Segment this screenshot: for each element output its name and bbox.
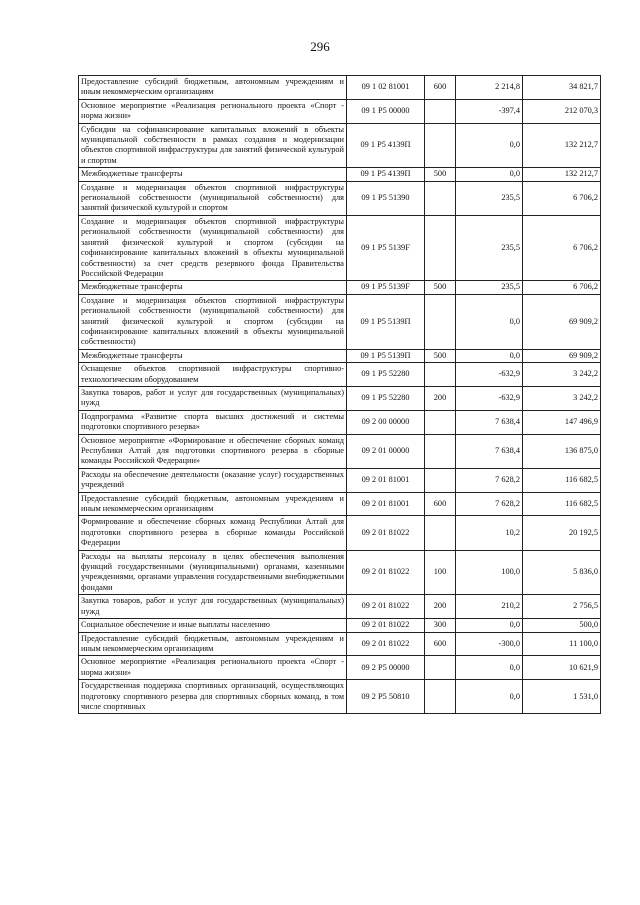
row-amount-total-cell: 212 070,3 (523, 99, 601, 123)
row-amount-change-cell: 7 638,4 (456, 434, 523, 468)
row-expense-type-cell: 600 (425, 76, 456, 100)
table-row (79, 168, 601, 181)
row-expense-type-cell (425, 516, 456, 550)
table-row (79, 181, 601, 215)
row-amount-total-cell: 69 909,2 (523, 349, 601, 362)
row-expense-type-cell (425, 434, 456, 468)
row-amount-change-cell: 100,0 (456, 550, 523, 595)
row-name-cell: Расходы на выплаты персоналу в целях обеспечения выполнения функций государственными (муниципальными) органами, казенными учреждениями, органами управления государственными внебюджетными фондами (79, 550, 347, 595)
row-amount-total-cell: 5 836,0 (523, 550, 601, 595)
table-row (79, 363, 601, 387)
row-expense-type-cell (425, 410, 456, 434)
row-name-cell: Государственная поддержка спортивных организаций, осуществляющих подготовку спортивного резерва для спортивных сборных команд, в том числе спортивных (79, 680, 347, 714)
row-expense-type-cell (425, 294, 456, 349)
row-amount-total-cell: 3 242,2 (523, 363, 601, 387)
row-amount-change-cell: 0,0 (456, 349, 523, 362)
table-row (79, 215, 601, 280)
row-amount-change-cell: 0,0 (456, 294, 523, 349)
row-name-cell: Создание и модернизация объектов спортивной инфраструктуры региональной собственности (муниципальной собственности) для занятий физической культурой и спортом (субсидии на софинансирование капитальных вложений в объекты муниципальной собственности) (79, 294, 347, 349)
row-amount-total-cell: 500,0 (523, 619, 601, 632)
row-amount-total-cell: 6 706,2 (523, 181, 601, 215)
row-expense-type-cell: 500 (425, 281, 456, 294)
row-name-cell: Закупка товаров, работ и услуг для государственных (муниципальных) нужд (79, 386, 347, 410)
row-amount-total-cell: 3 242,2 (523, 386, 601, 410)
row-amount-total-cell: 1 531,0 (523, 680, 601, 714)
table-row (79, 516, 601, 550)
row-name-cell: Предоставление субсидий бюджетным, автономным учреждениям и иным некоммерческим организациям (79, 632, 347, 656)
row-amount-change-cell: -300,0 (456, 632, 523, 656)
row-name-cell: Основное мероприятие «Формирование и обеспечение сборных команд Республики Алтай для подготовки спортивного резерва в сборные команды Российской Федерации» (79, 434, 347, 468)
row-amount-total-cell: 69 909,2 (523, 294, 601, 349)
table-row (79, 294, 601, 349)
row-expense-type-cell: 100 (425, 550, 456, 595)
row-name-cell: Оснащение объектов спортивной инфраструктуры спортивно-технологическим оборудованием (79, 363, 347, 387)
row-amount-change-cell: 235,5 (456, 181, 523, 215)
row-target-code-cell: 09 2 01 81001 (347, 468, 425, 492)
row-amount-total-cell: 6 706,2 (523, 281, 601, 294)
row-target-code-cell: 09 1 P5 4139П (347, 168, 425, 181)
row-expense-type-cell: 300 (425, 619, 456, 632)
budget-table-body (79, 76, 601, 714)
row-target-code-cell: 09 1 P5 52280 (347, 363, 425, 387)
row-amount-change-cell: 235,5 (456, 281, 523, 294)
row-expense-type-cell: 200 (425, 386, 456, 410)
row-target-code-cell: 09 2 01 81022 (347, 516, 425, 550)
row-expense-type-cell (425, 181, 456, 215)
row-name-cell: Формирование и обеспечение сборных команд Республики Алтай для подготовки спортивного резерва в сборные команды Российской Федерации (79, 516, 347, 550)
table-row (79, 550, 601, 595)
row-amount-change-cell: 7 628,2 (456, 492, 523, 516)
row-name-cell: Межбюджетные трансферты (79, 168, 347, 181)
row-amount-change-cell: -632,9 (456, 386, 523, 410)
row-amount-total-cell: 10 621,9 (523, 656, 601, 680)
budget-table (78, 75, 601, 714)
row-amount-change-cell: 10,2 (456, 516, 523, 550)
row-amount-change-cell: -632,9 (456, 363, 523, 387)
row-amount-change-cell: 0,0 (456, 123, 523, 168)
row-target-code-cell: 09 2 01 81022 (347, 550, 425, 595)
table-row (79, 99, 601, 123)
row-expense-type-cell (425, 680, 456, 714)
row-amount-change-cell: 7 628,2 (456, 468, 523, 492)
row-name-cell: Предоставление субсидий бюджетным, автономным учреждениям и иным некоммерческим организациям (79, 76, 347, 100)
row-target-code-cell: 09 2 P5 00000 (347, 656, 425, 680)
row-name-cell: Создание и модернизация объектов спортивной инфраструктуры региональной собственности (муниципальной собственности) для занятий физической культурой и спортом (субсидии на софинансирование капитальных вложений в объекты муниципальной собственности) за счет средств резервного фонда Правительства Российской Федерации (79, 215, 347, 280)
row-name-cell: Закупка товаров, работ и услуг для государственных (муниципальных) нужд (79, 595, 347, 619)
row-amount-change-cell: 0,0 (456, 656, 523, 680)
table-row (79, 281, 601, 294)
table-row (79, 349, 601, 362)
row-name-cell: Субсидии на софинансирование капитальных вложений в объекты муниципальной собственности в рамках создания и модернизации объектов спортивной инфраструктуры для занятий физической культурой и спортом (79, 123, 347, 168)
row-amount-change-cell: -397,4 (456, 99, 523, 123)
row-name-cell: Подпрограмма «Развитие спорта высших достижений и системы подготовки спортивного резерва» (79, 410, 347, 434)
row-amount-change-cell: 235,5 (456, 215, 523, 280)
row-amount-change-cell: 0,0 (456, 680, 523, 714)
row-target-code-cell: 09 2 00 00000 (347, 410, 425, 434)
table-row (79, 434, 601, 468)
row-amount-total-cell: 116 682,5 (523, 492, 601, 516)
table-row (79, 492, 601, 516)
row-target-code-cell: 09 2 01 81022 (347, 632, 425, 656)
row-target-code-cell: 09 2 P5 50810 (347, 680, 425, 714)
row-amount-total-cell: 11 100,0 (523, 632, 601, 656)
table-row (79, 76, 601, 100)
row-target-code-cell: 09 1 P5 5139П (347, 349, 425, 362)
table-row (79, 632, 601, 656)
table-row (79, 595, 601, 619)
row-target-code-cell: 09 1 P5 00000 (347, 99, 425, 123)
row-target-code-cell: 09 2 01 81022 (347, 595, 425, 619)
row-amount-total-cell: 147 496,9 (523, 410, 601, 434)
row-expense-type-cell (425, 215, 456, 280)
row-amount-change-cell: 2 214,8 (456, 76, 523, 100)
row-expense-type-cell: 600 (425, 632, 456, 656)
row-expense-type-cell: 600 (425, 492, 456, 516)
row-amount-total-cell: 6 706,2 (523, 215, 601, 280)
table-row (79, 386, 601, 410)
row-target-code-cell: 09 1 P5 51390 (347, 181, 425, 215)
row-target-code-cell: 09 1 P5 52280 (347, 386, 425, 410)
row-amount-change-cell: 210,2 (456, 595, 523, 619)
row-expense-type-cell (425, 99, 456, 123)
table-row (79, 656, 601, 680)
row-expense-type-cell (425, 123, 456, 168)
row-target-code-cell: 09 1 02 81001 (347, 76, 425, 100)
row-name-cell: Создание и модернизация объектов спортивной инфраструктуры региональной собственности (муниципальной собственности) для занятий физической культурой и спортом (79, 181, 347, 215)
table-row (79, 619, 601, 632)
row-amount-change-cell: 0,0 (456, 619, 523, 632)
row-amount-change-cell: 0,0 (456, 168, 523, 181)
row-amount-total-cell: 20 192,5 (523, 516, 601, 550)
table-row (79, 123, 601, 168)
row-name-cell: Основное мероприятие «Реализация регионального проекта «Спорт - норма жизни» (79, 656, 347, 680)
row-target-code-cell: 09 1 P5 5139П (347, 294, 425, 349)
table-row (79, 410, 601, 434)
row-amount-total-cell: 34 821,7 (523, 76, 601, 100)
row-amount-change-cell: 7 638,4 (456, 410, 523, 434)
row-target-code-cell: 09 1 P5 5139F (347, 281, 425, 294)
row-name-cell: Межбюджетные трансферты (79, 349, 347, 362)
table-row (79, 680, 601, 714)
row-target-code-cell: 09 2 01 00000 (347, 434, 425, 468)
row-amount-total-cell: 2 756,5 (523, 595, 601, 619)
row-name-cell: Социальное обеспечение и иные выплаты населению (79, 619, 347, 632)
row-name-cell: Предоставление субсидий бюджетным, автономным учреждениям и иным некоммерческим организациям (79, 492, 347, 516)
row-target-code-cell: 09 2 01 81001 (347, 492, 425, 516)
row-name-cell: Основное мероприятие «Реализация регионального проекта «Спорт - норма жизни» (79, 99, 347, 123)
row-target-code-cell: 09 1 P5 4139П (347, 123, 425, 168)
row-target-code-cell: 09 2 01 81022 (347, 619, 425, 632)
row-target-code-cell: 09 1 P5 5139F (347, 215, 425, 280)
row-expense-type-cell (425, 363, 456, 387)
table-row (79, 468, 601, 492)
row-amount-total-cell: 136 875,0 (523, 434, 601, 468)
row-name-cell: Межбюджетные трансферты (79, 281, 347, 294)
row-amount-total-cell: 116 682,5 (523, 468, 601, 492)
row-expense-type-cell: 500 (425, 168, 456, 181)
row-expense-type-cell (425, 468, 456, 492)
row-name-cell: Расходы на обеспечение деятельности (оказание услуг) государственных учреждений (79, 468, 347, 492)
row-amount-total-cell: 132 212,7 (523, 168, 601, 181)
row-expense-type-cell (425, 656, 456, 680)
page-number: 296 (310, 39, 330, 54)
row-amount-total-cell: 132 212,7 (523, 123, 601, 168)
row-expense-type-cell: 200 (425, 595, 456, 619)
row-expense-type-cell: 500 (425, 349, 456, 362)
